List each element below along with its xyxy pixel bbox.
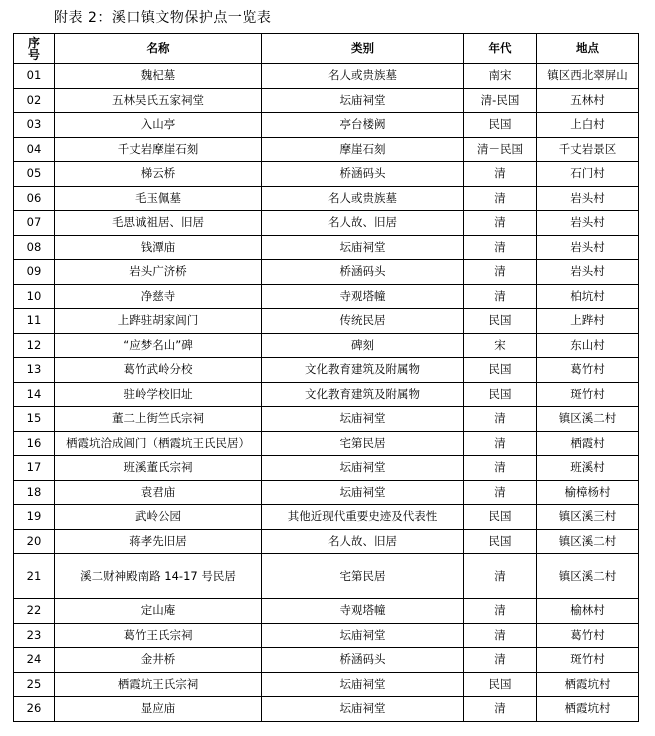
location-cell: 镇区溪三村 (537, 505, 639, 530)
table-row (14, 211, 639, 236)
category-cell: 坛庙祠堂 (262, 480, 464, 505)
category-cell: 其他近现代重要史迹及代表性 (262, 505, 464, 530)
table-row (14, 137, 639, 162)
heritage-sites-table (13, 33, 639, 722)
name-cell: 金井桥 (55, 648, 262, 673)
name-cell: 毛思诚祖居、旧居 (55, 211, 262, 236)
name-cell: 蒋孝先旧居 (55, 529, 262, 554)
category-cell: 摩崖石刻 (262, 137, 464, 162)
seq-cell: 04 (14, 137, 55, 162)
name-cell: 魏杞墓 (55, 64, 262, 89)
seq-cell: 12 (14, 333, 55, 358)
era-cell: 民国 (464, 309, 537, 334)
seq-cell: 19 (14, 505, 55, 530)
era-cell: 清 (464, 211, 537, 236)
era-cell: 清 (464, 697, 537, 722)
location-cell: 镇区溪二村 (537, 407, 639, 432)
category-cell: 文化教育建筑及附属物 (262, 358, 464, 383)
category-cell: 桥涵码头 (262, 648, 464, 673)
category-cell: 传统民居 (262, 309, 464, 334)
category-cell: 宅第民居 (262, 431, 464, 456)
era-cell: 南宋 (464, 64, 537, 89)
name-cell: 定山庵 (55, 599, 262, 624)
table-row (14, 648, 639, 673)
name-cell: 千丈岩摩崖石刻 (55, 137, 262, 162)
header-location: 地点 (537, 34, 639, 64)
name-cell: 袁君庙 (55, 480, 262, 505)
location-cell: 葛竹村 (537, 358, 639, 383)
location-cell: 榆樟杨村 (537, 480, 639, 505)
category-cell: 名人故、旧居 (262, 211, 464, 236)
table-row (14, 235, 639, 260)
name-cell: 董二上街竺氏宗祠 (55, 407, 262, 432)
seq-cell: 16 (14, 431, 55, 456)
seq-cell: 17 (14, 456, 55, 481)
seq-cell: 11 (14, 309, 55, 334)
era-cell: 民国 (464, 529, 537, 554)
era-cell: 清 (464, 554, 537, 599)
header-seq: 序 号 (14, 34, 55, 64)
seq-cell: 25 (14, 672, 55, 697)
category-cell: 坛庙祠堂 (262, 407, 464, 432)
category-cell: 寺观塔幢 (262, 599, 464, 624)
location-cell: 栖霞村 (537, 431, 639, 456)
name-cell: 溪二财神殿南路 14-17 号民居 (55, 554, 262, 599)
era-cell: 宋 (464, 333, 537, 358)
table-row (14, 480, 639, 505)
header-era: 年代 (464, 34, 537, 64)
table-row (14, 599, 639, 624)
location-cell: 千丈岩景区 (537, 137, 639, 162)
seq-cell: 21 (14, 554, 55, 599)
category-cell: 坛庙祠堂 (262, 235, 464, 260)
table-row (14, 407, 639, 432)
category-cell: 桥涵码头 (262, 162, 464, 187)
table-row (14, 456, 639, 481)
era-cell: 清－民国 (464, 137, 537, 162)
category-cell: 碑刻 (262, 333, 464, 358)
location-cell: 岩头村 (537, 186, 639, 211)
location-cell: 栖霞坑村 (537, 672, 639, 697)
era-cell: 民国 (464, 382, 537, 407)
name-cell: 上跸驻胡家闾门 (55, 309, 262, 334)
era-cell: 民国 (464, 505, 537, 530)
table-row (14, 431, 639, 456)
category-cell: 宅第民居 (262, 554, 464, 599)
name-cell: 驻岭学校旧址 (55, 382, 262, 407)
name-cell: 毛玉佩墓 (55, 186, 262, 211)
location-cell: 岩头村 (537, 235, 639, 260)
era-cell: 清 (464, 260, 537, 285)
table-row (14, 623, 639, 648)
location-cell: 石门村 (537, 162, 639, 187)
location-cell: 栖霞坑村 (537, 697, 639, 722)
seq-cell: 03 (14, 113, 55, 138)
era-cell: 清 (464, 599, 537, 624)
location-cell: 东山村 (537, 333, 639, 358)
era-cell: 清 (464, 162, 537, 187)
location-cell: 镇区西北翠屏山 (537, 64, 639, 89)
table-row (14, 672, 639, 697)
table-row (14, 358, 639, 383)
seq-cell: 22 (14, 599, 55, 624)
seq-cell: 05 (14, 162, 55, 187)
table-row (14, 697, 639, 722)
seq-cell: 15 (14, 407, 55, 432)
era-cell: 清 (464, 480, 537, 505)
table-row (14, 309, 639, 334)
seq-cell: 26 (14, 697, 55, 722)
name-cell: 入山亭 (55, 113, 262, 138)
location-cell: 五林村 (537, 88, 639, 113)
category-cell: 坛庙祠堂 (262, 456, 464, 481)
table-row (14, 113, 639, 138)
location-cell: 班溪村 (537, 456, 639, 481)
era-cell: 民国 (464, 672, 537, 697)
seq-cell: 18 (14, 480, 55, 505)
location-cell: 镇区溪二村 (537, 554, 639, 599)
category-cell: 亭台楼阙 (262, 113, 464, 138)
table-body (14, 64, 639, 722)
seq-cell: 10 (14, 284, 55, 309)
table-header-row (14, 34, 639, 64)
category-cell: 坛庙祠堂 (262, 697, 464, 722)
category-cell: 文化教育建筑及附属物 (262, 382, 464, 407)
location-cell: 榆林村 (537, 599, 639, 624)
era-cell: 清 (464, 407, 537, 432)
seq-cell: 20 (14, 529, 55, 554)
seq-cell: 24 (14, 648, 55, 673)
table-row (14, 333, 639, 358)
era-cell: 清 (464, 456, 537, 481)
name-cell: 显应庙 (55, 697, 262, 722)
category-cell: 坛庙祠堂 (262, 88, 464, 113)
era-cell: 清-民国 (464, 88, 537, 113)
header-name: 名称 (55, 34, 262, 64)
category-cell: 桥涵码头 (262, 260, 464, 285)
category-cell: 坛庙祠堂 (262, 672, 464, 697)
name-cell: 班溪董氏宗祠 (55, 456, 262, 481)
seq-cell: 13 (14, 358, 55, 383)
location-cell: 岩头村 (537, 260, 639, 285)
location-cell: 岩头村 (537, 211, 639, 236)
name-cell: 净慈寺 (55, 284, 262, 309)
name-cell: “应梦名山”碑 (55, 333, 262, 358)
category-cell: 名人故、旧居 (262, 529, 464, 554)
era-cell: 清 (464, 623, 537, 648)
location-cell: 柏坑村 (537, 284, 639, 309)
seq-cell: 23 (14, 623, 55, 648)
table-row (14, 186, 639, 211)
category-cell: 名人或贵族墓 (262, 186, 464, 211)
header-category: 类别 (262, 34, 464, 64)
location-cell: 上跸村 (537, 309, 639, 334)
name-cell: 葛竹王氏宗祠 (55, 623, 262, 648)
era-cell: 清 (464, 186, 537, 211)
location-cell: 镇区溪二村 (537, 529, 639, 554)
seq-cell: 14 (14, 382, 55, 407)
era-cell: 清 (464, 235, 537, 260)
category-cell: 名人或贵族墓 (262, 64, 464, 89)
table-row (14, 529, 639, 554)
seq-cell: 07 (14, 211, 55, 236)
table-caption: 附表 2：溪口镇文物保护点一览表 (54, 10, 272, 26)
era-cell: 清 (464, 284, 537, 309)
era-cell: 清 (464, 431, 537, 456)
category-cell: 坛庙祠堂 (262, 623, 464, 648)
name-cell: 武岭公园 (55, 505, 262, 530)
table-row (14, 88, 639, 113)
name-cell: 栖霞坑王氏宗祠 (55, 672, 262, 697)
table-row (14, 382, 639, 407)
table-row (14, 284, 639, 309)
era-cell: 清 (464, 648, 537, 673)
seq-cell: 08 (14, 235, 55, 260)
seq-cell: 02 (14, 88, 55, 113)
table-row (14, 64, 639, 89)
table-row (14, 260, 639, 285)
location-cell: 斑竹村 (537, 382, 639, 407)
era-cell: 民国 (464, 113, 537, 138)
table-row (14, 554, 639, 599)
seq-cell: 01 (14, 64, 55, 89)
location-cell: 斑竹村 (537, 648, 639, 673)
name-cell: 五林吴氏五家祠堂 (55, 88, 262, 113)
name-cell: 岩头广济桥 (55, 260, 262, 285)
seq-cell: 06 (14, 186, 55, 211)
seq-cell: 09 (14, 260, 55, 285)
location-cell: 上白村 (537, 113, 639, 138)
location-cell: 葛竹村 (537, 623, 639, 648)
category-cell: 寺观塔幢 (262, 284, 464, 309)
era-cell: 民国 (464, 358, 537, 383)
table-row (14, 162, 639, 187)
name-cell: 葛竹武岭分校 (55, 358, 262, 383)
table-row (14, 505, 639, 530)
name-cell: 钱潭庙 (55, 235, 262, 260)
name-cell: 梯云桥 (55, 162, 262, 187)
name-cell: 栖霞坑洽成阊门（栖霞坑王氏民居） (55, 431, 262, 456)
